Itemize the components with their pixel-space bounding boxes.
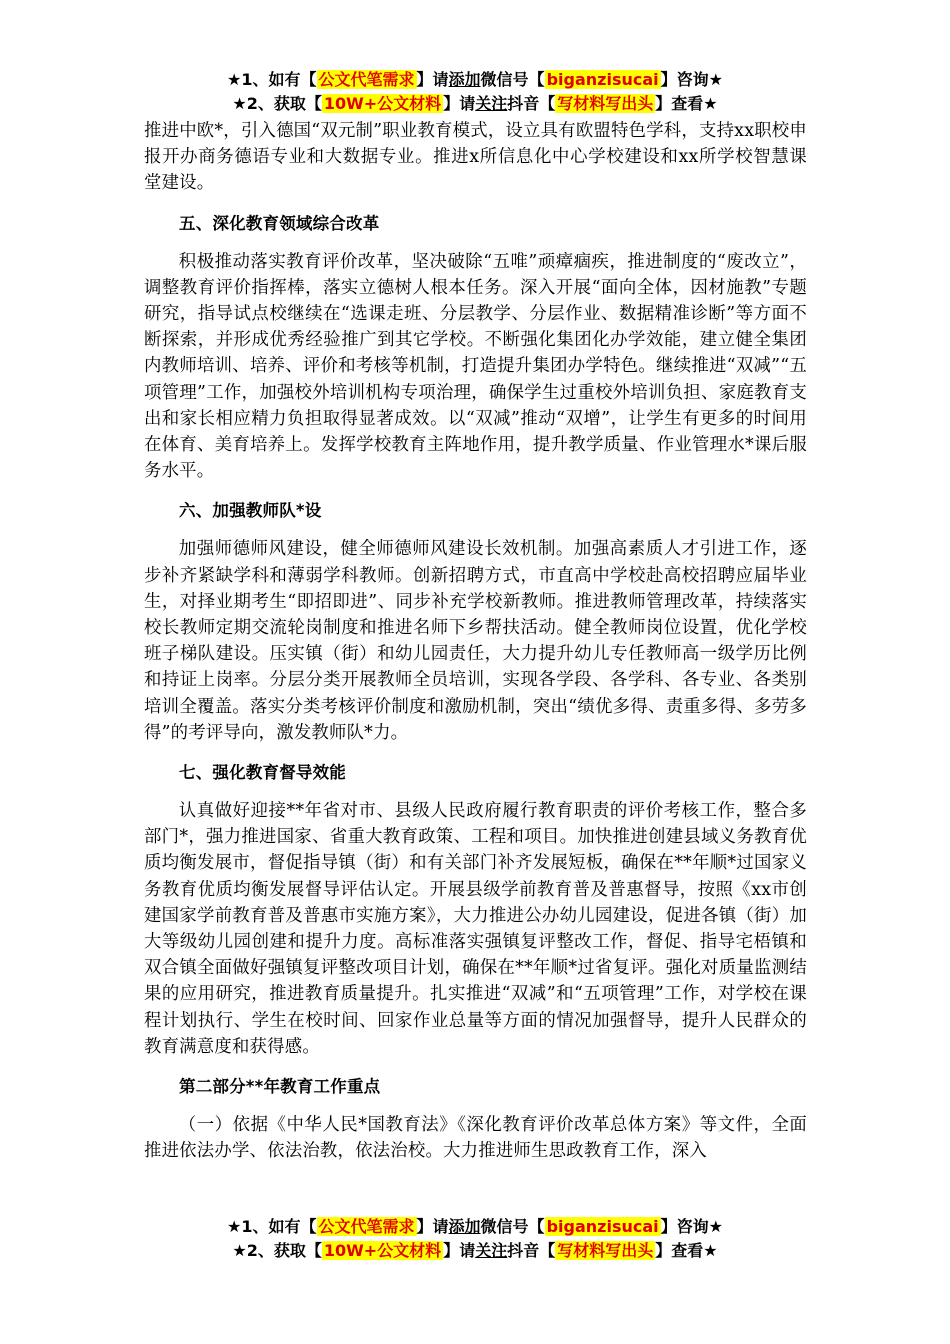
banner-line-1 [0, 68, 950, 92]
banner-text: 】请 [443, 1241, 476, 1260]
banner-text: 抖音【 [507, 1241, 556, 1260]
banner-text: ★1、如有【 [227, 1217, 317, 1236]
banner-text: ★2、获取【 [232, 94, 322, 113]
banner-highlight: 写材料写出头 [557, 1241, 654, 1260]
section-heading: 七、强化教育督导效能 [179, 763, 346, 783]
banner-highlight: 10W+公文材料 [323, 94, 442, 113]
banner-text: 】请 [443, 94, 476, 113]
banner-highlight: 10W+公文材料 [323, 1241, 442, 1260]
banner-text: 】请 [416, 1217, 449, 1236]
header-banner [0, 68, 950, 116]
banner-line-1 [0, 1215, 950, 1239]
section-heading: 第二部分**年教育工作重点 [179, 1077, 381, 1097]
body-paragraph: 推进中欧*，引入德国“双元制”职业教育模式，设立具有欧盟特色学科，支持xx职校申报开办商务德语专业和大数据专业。推进x所信息化中心学校建设和xx所学校智慧课堂建设。 [144, 121, 807, 194]
banner-line-2 [0, 92, 950, 116]
banner-text: 】咨询★ [660, 70, 723, 89]
banner-text: 微信号【 [480, 70, 545, 89]
banner-text: 】咨询★ [660, 1217, 723, 1236]
section-heading: 六、加强教师队*设 [179, 501, 322, 521]
banner-underline: 关注 [475, 94, 508, 113]
banner-underline: 关注 [475, 1241, 508, 1260]
section-heading: 五、深化教育领域综合改革 [179, 213, 380, 233]
banner-underline: 添加 [448, 1217, 481, 1236]
banner-text: 】查看★ [655, 94, 718, 113]
banner-text: 】查看★ [655, 1241, 718, 1260]
body-paragraph: 认真做好迎接**年省对市、县级人民政府履行教育职责的评价考核工作，整合多部门*，强力推进国家、省重大教育政策、工程和项目。加快推进创建县域义务教育优质均衡发展市，督促指导镇（街）和有关部门补齐发展短板，确保在**年顺*过国家义务教育优质均衡发展督导评估认定。开展县级学前教育普及普惠督导，按照《xx市创建国家学前教育普及普惠市实施方案》，大力推进公办幼儿园建设，促进各镇（街）加大等级幼儿园创建和提升力度。高标准落实强镇复评整改工作，督促、指导宅梧镇和双合镇全面做好强镇复评整改项目计划，确保在**年顺*过省复评。强化对质量监测结果的应用研究，推进教育质量提升。扎实推进“双减”和“五项管理”工作，对学校在课程计划执行、学生在校时间、回家作业总量等方面的情况加强督导，提升人民群众的教育满意度和获得感。 [144, 801, 807, 1057]
banner-line-2 [0, 1239, 950, 1263]
banner-highlight: biganzisucai [546, 70, 659, 89]
banner-text: 微信号【 [480, 1217, 545, 1236]
banner-highlight: 写材料写出头 [557, 94, 654, 113]
banner-text: 抖音【 [507, 94, 556, 113]
body-paragraph: 加强师德师风建设，健全师德师风建设长效机制。加强高素质人才引进工作，逐步补齐紧缺学科和薄弱学科教师。创新招聘方式，市直高中学校赴高校招聘应届毕业生，对择业期考生“即招即进”、同步补充学校新教师。推进教师管理改革，持续落实校长教师定期交流轮岗制度和推进名师下乡帮扶活动。健全教师岗位设置，优化学校班子梯队建设。压实镇（街）和幼儿园责任，大力提升幼儿专任教师高一级学历比例和持证上岗率。分层分类开展教师全员培训，实现各学段、各学科、各专业、各类别培训全覆盖。落实分类考核评价制度和激励机制，突出“绩优多得、责重多得、多劳多得”的考评导向，激发教师队*力。 [144, 539, 807, 743]
banner-highlight: 公文代笔需求 [318, 1217, 415, 1236]
body-paragraph: （一）依据《中华人民*国教育法》《深化教育评价改革总体方案》等文件，全面推进依法办学、依法治教，依法治校。大力推进师生思政教育工作，深入 [144, 1115, 807, 1162]
body-paragraph: 积极推动落实教育评价改革，坚决破除“五唯”顽瘴痼疾，推进制度的“废改立”，调整教育评价指挥棒，落实立德树人根本任务。深入开展“面向全体，因材施教”专题研究，指导试点校继续在“选课走班、分层教学、分层作业、数据精准诊断”等方面不断探索，并形成优秀经验推广到其它学校。不断强化集团化办学效能，建立健全集团内教师培训、培养、评价和考核等机制，打造提升集团办学特色。继续推进“双减”“五项管理”工作，加强校外培训机构专项治理，确保学生过重校外培训负担、家庭教育支出和家长相应精力负担取得显著成效。以“双减”推动“双增”，让学生有更多的时间用在体育、美育培养上。发挥学校教育主阵地作用，提升教学质量、作业管理水*课后服务水平。 [144, 251, 807, 482]
footer-banner [0, 1215, 950, 1263]
banner-highlight: biganzisucai [546, 1217, 659, 1236]
banner-text: ★2、获取【 [232, 1241, 322, 1260]
document-body [144, 118, 807, 1165]
banner-highlight: 公文代笔需求 [318, 70, 415, 89]
banner-text: 】请 [416, 70, 449, 89]
banner-underline: 添加 [448, 70, 481, 89]
banner-text: ★1、如有【 [227, 70, 317, 89]
